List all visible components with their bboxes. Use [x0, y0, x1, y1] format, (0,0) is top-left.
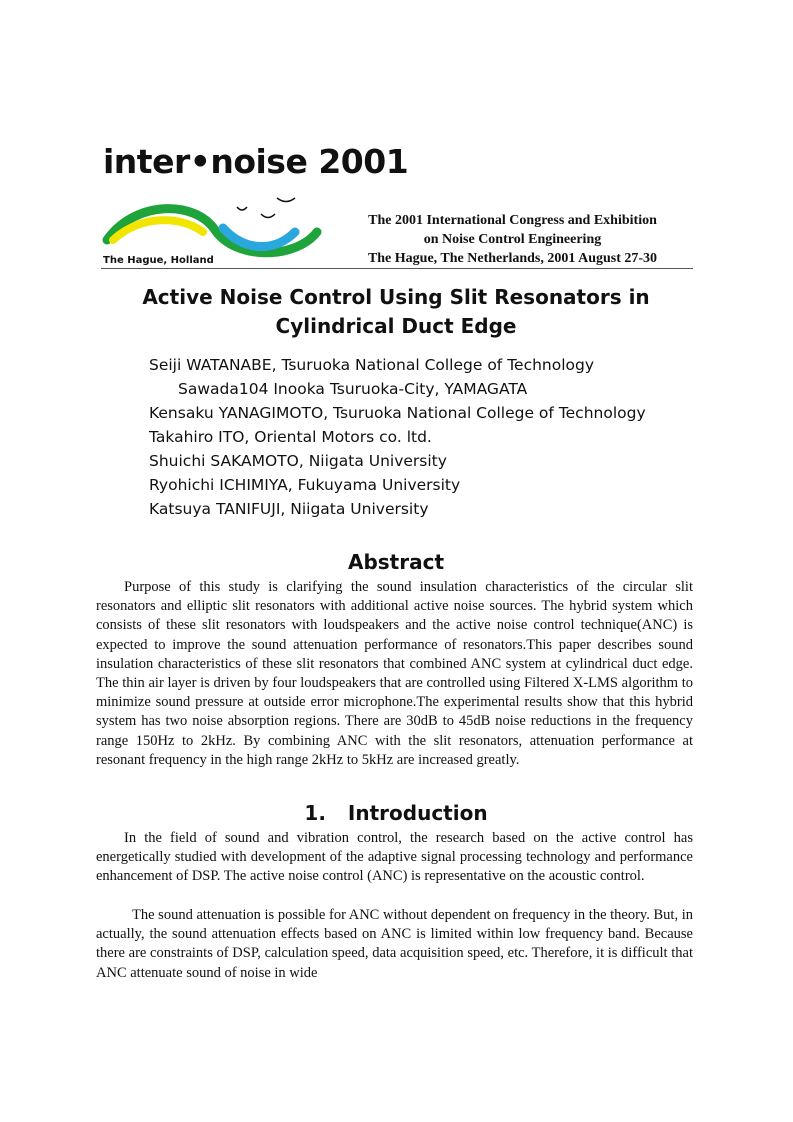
conference-line: The 2001 International Congress and Exhibition: [368, 213, 657, 228]
conference-logo-text: inter•noise 2001: [103, 142, 409, 181]
logo-smile-mark-3: [277, 198, 295, 202]
author-line: Seiji WATANABE, Tsuruoka National College of Technology: [149, 356, 595, 374]
logo-green-wave: [107, 209, 317, 253]
author-address-line: Sawada104 Inooka Tsuruoka-City, YAMAGATA: [178, 380, 528, 398]
paper-title: Active Noise Control Using Slit Resonators in Cylindrical Duct Edge: [142, 285, 650, 338]
author-line: Katsuya TANIFUJI, Niigata University: [149, 500, 429, 518]
author-list: [149, 353, 646, 521]
intro-paragraph-1: In the field of sound and vibration control, the research based on the active control has energetically studied with development of the adaptive signal processing technology and performance enhancement of DSP. The active noise control (ANC) is representative on the acoustic control.: [96, 830, 693, 885]
intro-paragraph-2: The sound attenuation is possible for ANC without dependent on frequency in the theory. But, in actually, the sound attenuation effects based on ANC is limited within low frequency band. Because there are constraints of DSP, calculation speed, data acquisition speed, etc. Therefore, it is difficult that ANC attenuate sound of noise in wide: [96, 907, 693, 981]
author-line: Kensaku YANAGIMOTO, Tsuruoka National College of Technology: [149, 404, 646, 422]
author-line: Ryohichi ICHIMIYA, Fukuyama University: [149, 476, 461, 494]
logo-smile-mark-1: [237, 207, 247, 210]
logo-location-label: The Hague, Holland: [103, 255, 214, 266]
conference-info: [335, 211, 690, 268]
logo-smile-mark-2: [261, 214, 275, 218]
section-title: Introduction: [347, 801, 488, 825]
conference-line: on Noise Control Engineering: [423, 232, 602, 247]
abstract-heading: Abstract: [347, 550, 445, 574]
conference-line: The Hague, The Netherlands, 2001 August 27-30: [367, 251, 658, 266]
section-heading-introduction: [95, 801, 697, 825]
author-line: Shuichi SAKAMOTO, Niigata University: [149, 452, 447, 470]
author-line: Takahiro ITO, Oriental Motors co. ltd.: [149, 428, 432, 446]
section-number: 1.: [304, 801, 326, 825]
abstract-text: Purpose of this study is clarifying the sound insulation characteristics of the circular slit resonators and elliptic slit resonators with additional active noise sources. The hybrid system which consists of these slit resonators with loudspeakers and the active noise control technique(ANC) is expected to improve the sound attenuation performance of resonators.This paper describes sound insulation characteristics of these slit resonators that combined ANC system at cylindrical duct edge. The thin air layer is driven by four loudspeakers that are controlled using Filtered X-LMS algorithm to minimize sound pressure at outside error microphone.The experimental results show that this hybrid system has two noise absorption regions. There are 30dB to 45dB noise reductions in the frequency range 150Hz to 2kHz. By combining ANC with the slit resonators, attenuation performance at resonant frequency in the high range 2kHz to 5kHz are increased greatly.: [96, 579, 693, 768]
header-divider: [101, 268, 693, 269]
